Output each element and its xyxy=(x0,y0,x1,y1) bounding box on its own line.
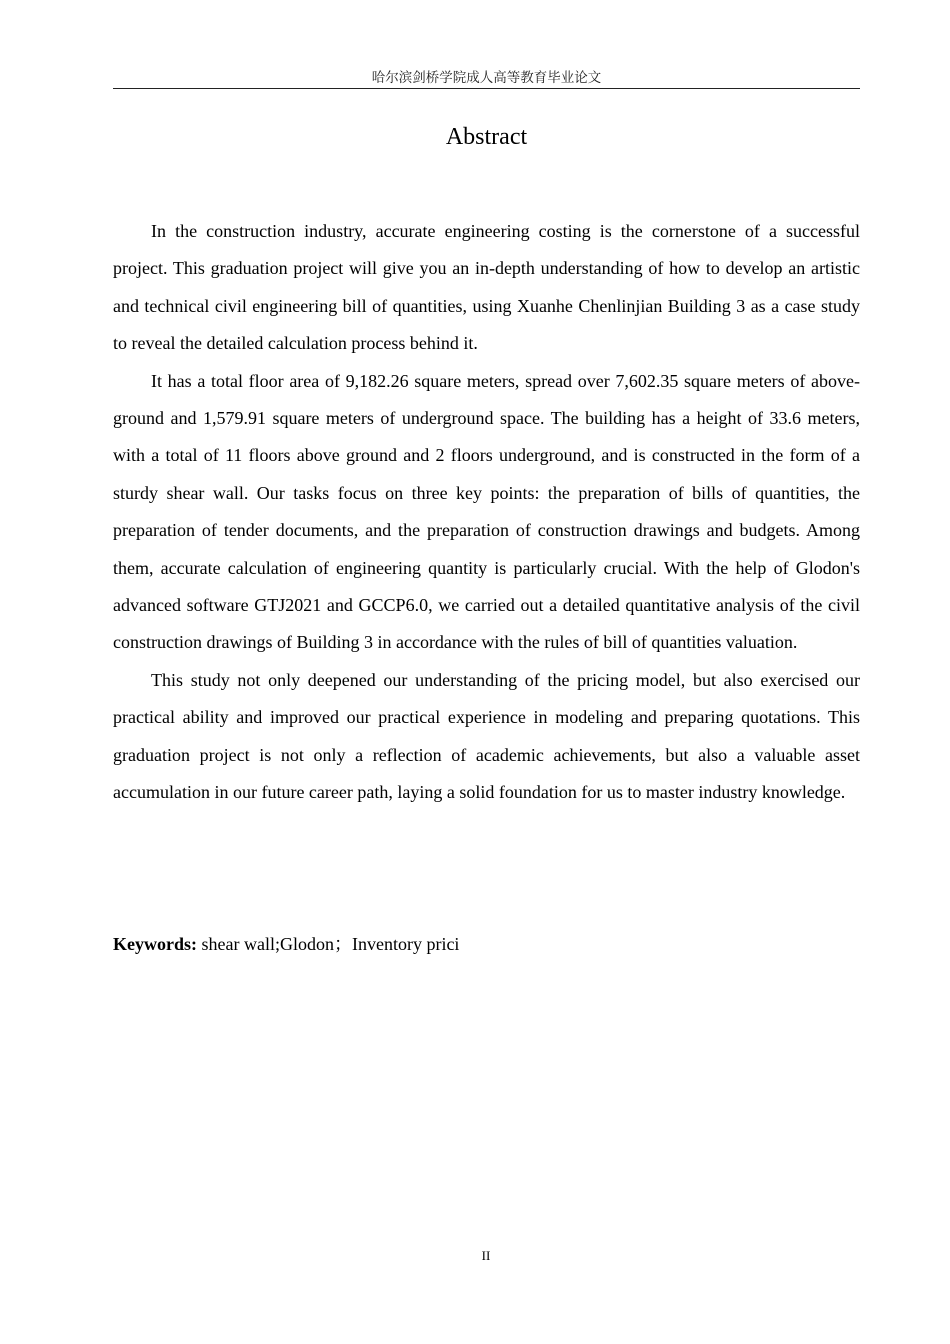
paragraph: In the construction industry, accurate engineering costing is the cornerstone of a successful project. This graduation project will give you an in-depth understanding of how to develop an artistic and technical civil engineering bill of quantities, using Xuanhe Chenlinjian Building 3 as a case study to reveal the detailed calculation process behind it. xyxy=(113,221,860,354)
running-header: 哈尔滨剑桥学院成人高等教育毕业论文 xyxy=(371,70,602,86)
paragraph: It has a total floor area of 9,182.26 square meters, spread over 7,602.35 square meters of above-ground and 1,579.91 square meters of underground space. The building has a height of 33.6 meters, with a total of 11 floors above ground and 2 floors underground, and is constructed in the form of a sturdy shear wall. Our tasks focus on three key points: the preparation of bills of quantities, the preparation of tender documents, and the preparation of construction drawings and budgets. Among them, accurate calculation of engineering quantity is particularly crucial. With the help of Glodon's advanced software GTJ2021 and GCCP6.0, we carried out a detailed quantitative analysis of the civil construction drawings of Building 3 in accordance with the rules of bill of quantities valuation. xyxy=(113,370,860,653)
keywords xyxy=(113,930,459,956)
keywords-value: shear wall;Glodon；Inventory prici xyxy=(197,934,460,954)
page-title: Abstract xyxy=(445,124,528,150)
keywords-label: Keywords: xyxy=(113,934,197,954)
paragraph: This study not only deepened our understanding of the pricing model, but also exercised our practical ability and improved our practical experience in modeling and preparing quotations. This graduation project is not only a reflection of academic achievements, but also a valuable asset accumulation in our future career path, laying a solid foundation for us to master industry knowledge. xyxy=(113,669,860,803)
abstract-body xyxy=(113,213,860,812)
page-number: II xyxy=(481,1248,491,1263)
header-rule xyxy=(113,88,860,89)
